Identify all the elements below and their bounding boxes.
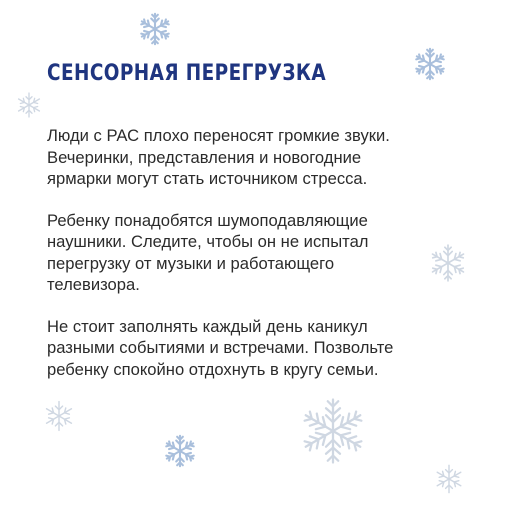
paragraph-line: Не стоит заполнять каждый день каникул — [47, 316, 368, 336]
paragraph-3 — [47, 316, 447, 381]
card-title: СЕНСОРНАЯ ПЕРЕГРУЗКА — [47, 60, 327, 86]
paragraph-line: Люди с РАС плохо переносят громкие звуки. — [47, 126, 390, 145]
snowflake-icon — [161, 432, 199, 470]
snowflake-icon — [411, 45, 449, 83]
snowflake-icon — [41, 398, 77, 434]
paragraph-line: разными событиями и встречами. Позвольте — [47, 338, 394, 357]
paragraph-line: наушники. Следите, чтобы он не испытал — [47, 232, 369, 251]
snowflake-icon — [298, 396, 368, 466]
paragraph-line: перегрузку от музыки и работающего — [47, 253, 335, 273]
paragraph-1 — [47, 125, 447, 190]
paragraph-line: ярмарки могут стать источником стресса. — [47, 169, 368, 188]
card-body — [47, 125, 447, 400]
snowflake-icon — [14, 90, 44, 120]
paragraph-line: Ребенку понадобятся шумоподавляющие — [47, 210, 368, 230]
paragraph-line: телевизора. — [47, 275, 140, 294]
paragraph-line: ребенку спокойно отдохнуть в кругу семьи. — [47, 359, 379, 379]
snowflake-icon — [432, 462, 466, 496]
paragraph-2 — [47, 210, 447, 296]
paragraph-line: Вечеринки, представления и новогодние — [47, 147, 362, 167]
snowflake-icon — [136, 10, 174, 48]
